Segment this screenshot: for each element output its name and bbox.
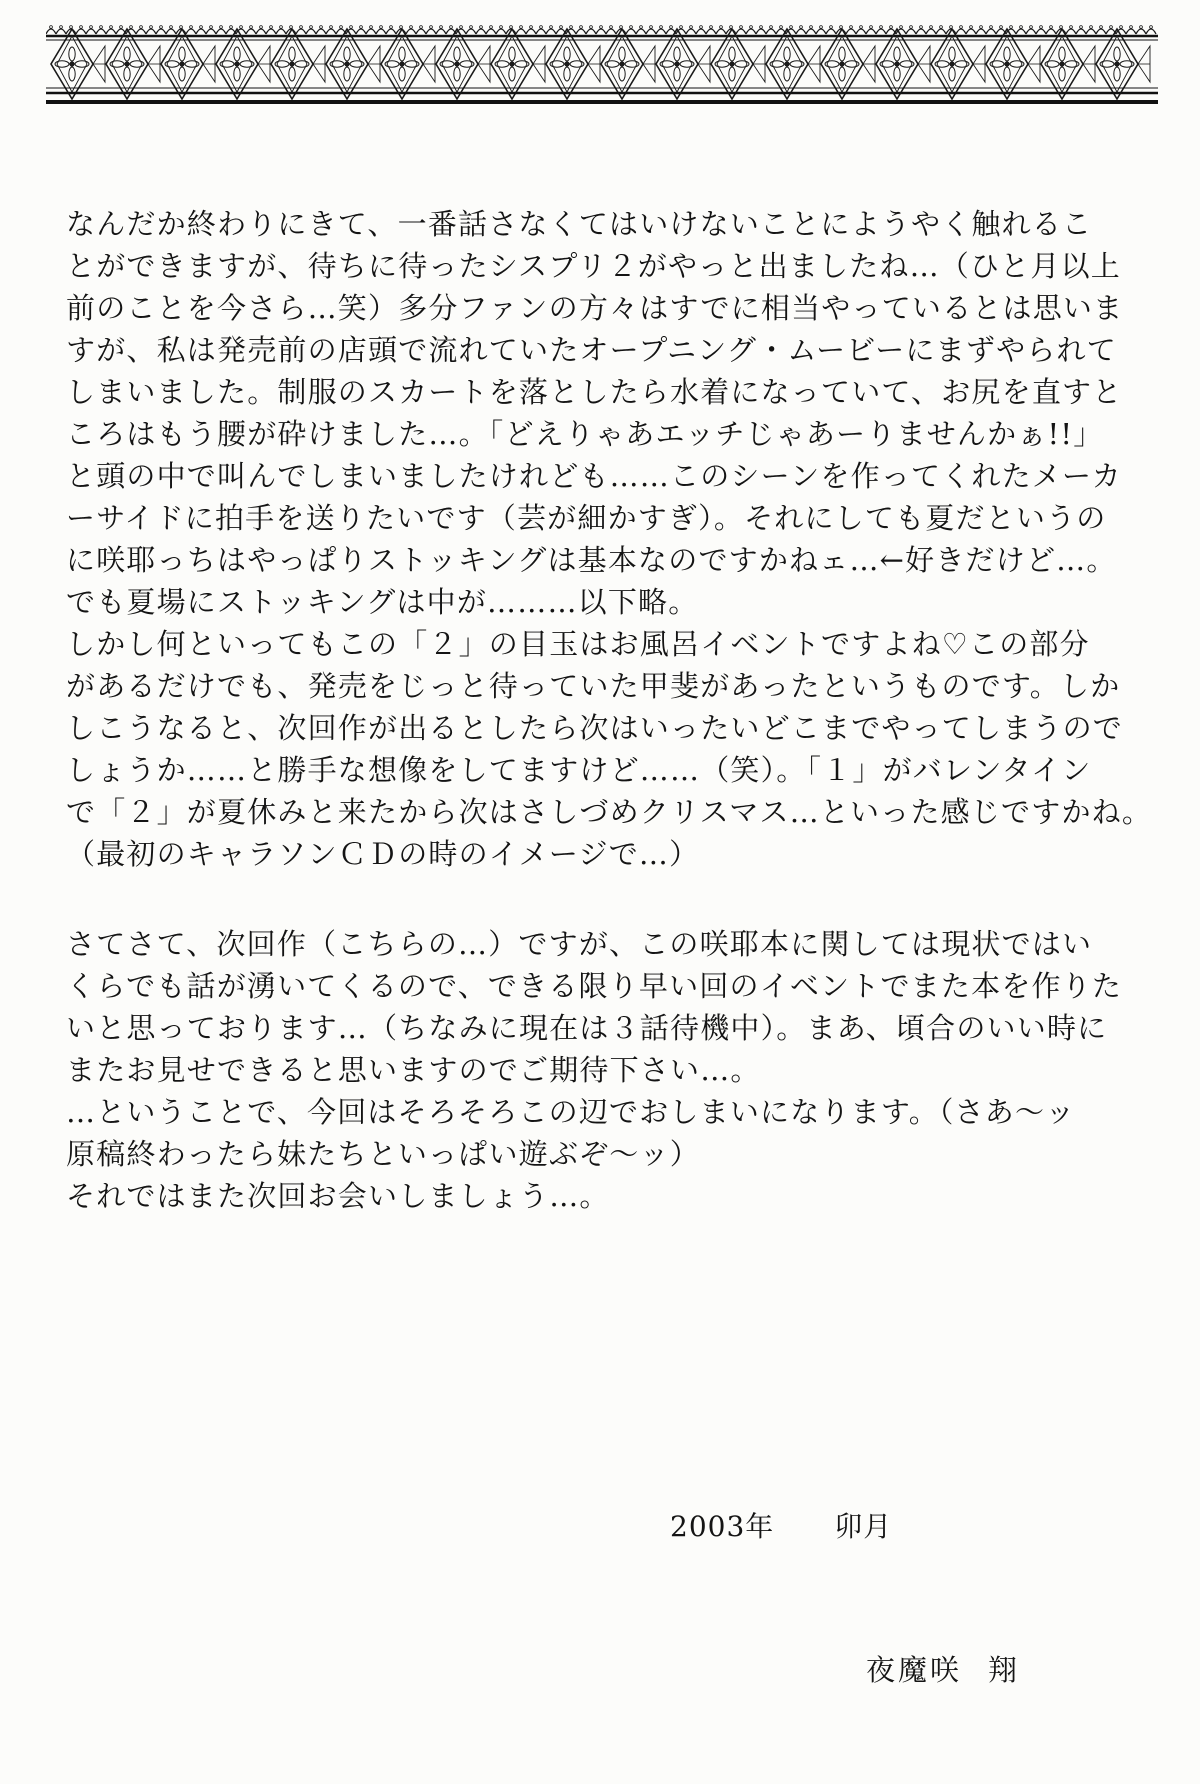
paragraph-3 — [66, 923, 1166, 1091]
text-line: とができますが、待ちに待ったシスプリ２がやっと出ましたね…（ひと月以上 — [66, 249, 1121, 283]
text-line: 原稿終わったら妹たちといっぱい遊ぶぞ〜ッ） — [66, 1137, 700, 1171]
text-line: ころはもう腰が砕けました…。「どえりゃあエッチじゃあーりませんかぁ!!」 — [66, 417, 1104, 451]
lace-border-graphic — [46, 24, 1158, 108]
text-line: しこうなると、次回作が出るとしたら次はいったいどこまでやってしまうので — [66, 711, 1124, 745]
text-line: ーサイドに拍手を送りたいです（芸が細かすぎ）。それにしても夏だというの — [66, 501, 1107, 535]
text-line: で「２」が夏休みと来たから次はさしづめクリスマス…といった感じですかね。 — [66, 795, 1153, 829]
paragraph-gap — [66, 875, 1166, 923]
author-given-name: 翔 — [988, 1653, 1021, 1687]
text-line: でも夏場にストッキングは中が………以下略。 — [66, 585, 699, 619]
text-line: いと思っております…（ちなみに現在は３話待機中）。まあ、頃合のいい時に — [66, 1011, 1108, 1045]
date-year: 2003年 — [670, 1510, 775, 1543]
text-line: さてさて、次回作（こちらの…）ですが、この咲耶本に関しては現状ではい — [66, 927, 1093, 961]
paragraph-4 — [66, 1091, 1166, 1175]
text-line: 前のことを今さら…笑）多分ファンの方々はすでに相当やっているとは思いま — [66, 291, 1124, 325]
author-signature — [866, 1648, 1020, 1689]
text-line: くらでも話が湧いてくるので、できる限り早い回のイベントでまた本を作りた — [66, 969, 1123, 1003]
text-line: またお見せできると思いますのでご期待下さい…。 — [66, 1053, 761, 1087]
text-line: しょうか……と勝手な想像をしてますけど……（笑）。「１」がバレンタイン — [66, 753, 1092, 787]
text-line: に咲耶っちはやっぱりストッキングは基本なのですかねェ…←好きだけど…。 — [66, 543, 1117, 577]
text-line: しかし何といってもこの「２」の目玉はお風呂イベントですよね♡この部分 — [66, 627, 1090, 661]
date-month: 卯月 — [834, 1510, 893, 1543]
text-line: があるだけでも、発売をじっと待っていた甲斐があったというものです。しか — [66, 669, 1121, 703]
text-line: それではまた次回お会いしましょう…。 — [66, 1179, 610, 1213]
paragraph-2 — [66, 623, 1166, 875]
date-line — [670, 1505, 892, 1545]
author-family-name: 夜魔咲 — [866, 1653, 963, 1687]
text-line: すが、私は発売前の店頭で流れていたオープニング・ムービーにまずやられて — [66, 333, 1117, 367]
afterword-text — [66, 203, 1166, 1217]
paragraph-1 — [66, 203, 1166, 623]
lace-border-ornament — [46, 24, 1158, 108]
text-line: （最初のキャラソンＣＤの時のイメージで…） — [66, 837, 700, 871]
paragraph-5 — [66, 1175, 1166, 1217]
text-line: …ということで、今回はそろそろこの辺でおしまいになります。（さあ〜ッ — [66, 1095, 1076, 1129]
text-line: なんだか終わりにきて、一番話さなくてはいけないことにようやく触れるこ — [66, 207, 1093, 241]
text-line: しまいました。制服のスカートを落としたら水着になっていて、お尻を直すと — [66, 375, 1123, 409]
text-line: と頭の中で叫んでしまいましたけれども……このシーンを作ってくれたメーカ — [66, 459, 1122, 493]
